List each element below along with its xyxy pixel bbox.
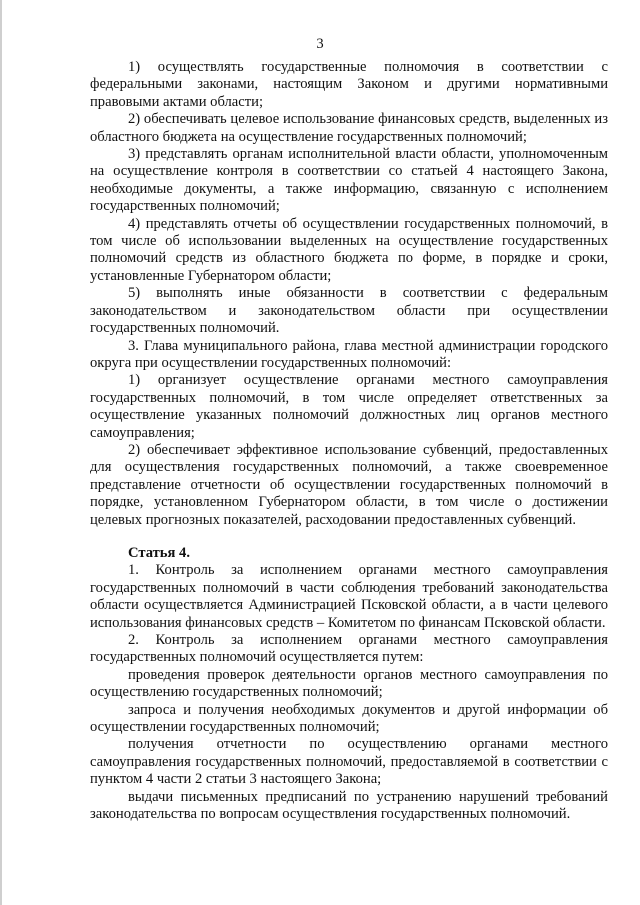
paragraph: 5) выполнять иные обязанности в соответствии с федеральным законодательством и законодательством области при осуществлении государственных полномочий.: [90, 285, 608, 337]
document-body: [90, 59, 608, 823]
paragraph: 3) представлять органам исполнительной власти области, уполномоченным на осуществление контроля в соответствии со статьей 4 настоящего Закона, необходимые документы, а также информацию, связанную с исполнением государственных полномочий;: [90, 146, 608, 215]
paragraph: запроса и получения необходимых документов и другой информации об осуществлении государственных полномочий;: [90, 701, 608, 736]
article-heading: Статья 4.: [128, 544, 190, 561]
paragraph: 1) осуществлять государственные полномочия в соответствии с федеральными законами, настоящим Законом и другими нормативными правовыми актами области;: [90, 59, 608, 110]
paragraph: 2) обеспечивает эффективное использование субвенций, предоставленных для осуществления государственных полномочий, а также своевременное представление отчетности об осуществлении государственных полномочий в порядке, установленном Губернатором области, в том числе о достижении целевых прогнозных показателей, расходовании предоставленных субвенций.: [90, 441, 608, 528]
section-spacer: [90, 529, 608, 545]
paragraph: 1) организует осуществление органами местного самоуправления государственных полномочий, в том числе определяет ответственных за осуществление указанных полномочий должностных лиц органов местного самоуправления;: [90, 372, 608, 441]
paragraph: 2. Контроль за исполнением органами местного самоуправления государственных полномочий осуществляется путем:: [90, 632, 608, 666]
paragraph: 1. Контроль за исполнением органами местного самоуправления государственных полномочий в части соблюдения требований законодательства области осуществляется Администрацией Псковской области, а в части целевого использования финансовых средств – Комитетом по финансам Псковской области.: [90, 562, 608, 631]
paragraph: 4) представлять отчеты об осуществлении государственных полномочий, в том числе об использовании выделенных на осуществление государственных полномочий средств из областного бюджета по форме, в порядке и сроки, установленные Губернатором области;: [90, 215, 608, 284]
paragraph: проведения проверок деятельности органов местного самоуправления по осуществлению государственных полномочий;: [90, 666, 608, 701]
paragraph: выдачи письменных предписаний по устранению нарушений требований законодательства по вопросам осуществления государственных полномочий.: [90, 788, 608, 823]
paragraph: 2) обеспечивать целевое использование финансовых средств, выделенных из областного бюджета на осуществление государственных полномочий;: [90, 111, 608, 145]
page-edge: [0, 0, 2, 905]
paragraph: получения отчетности по осуществлению органами местного самоуправления государственных полномочий, предоставляемой в соответствии с пунктом 4 части 2 статьи 3 настоящего Закона;: [90, 736, 608, 788]
page-number: 3: [316, 36, 324, 52]
paragraph: 3. Глава муниципального района, глава местной администрации городского округа при осуществлении государственных полномочий:: [90, 337, 608, 371]
